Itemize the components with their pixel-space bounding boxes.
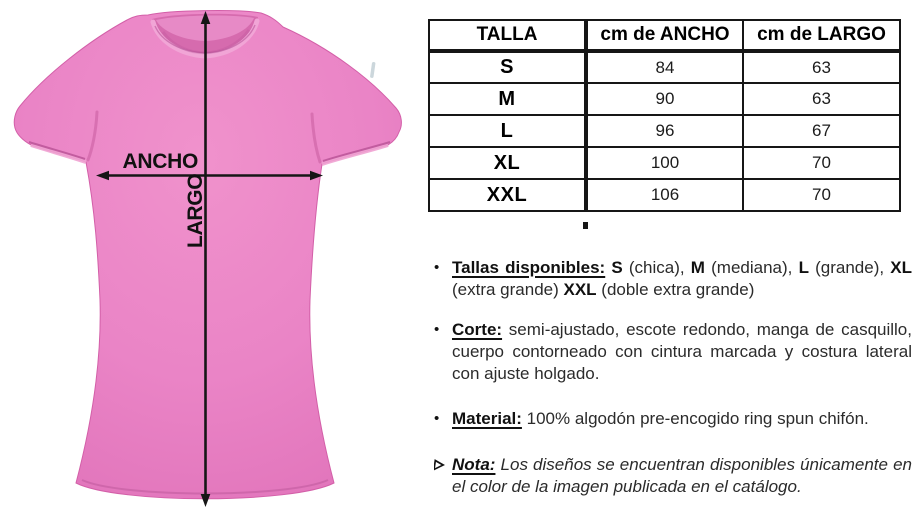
largo-cell: 63	[743, 83, 900, 115]
tshirt-graphic	[14, 11, 401, 499]
tshirt-figure	[0, 0, 430, 515]
tallas-text	[452, 257, 912, 301]
ancho-cell: 100	[586, 147, 743, 179]
table-row	[429, 51, 900, 83]
material-heading: Material:	[452, 409, 522, 428]
spec-item-material	[434, 408, 912, 430]
arrowhead-right-icon	[434, 454, 452, 498]
text-segment: S	[611, 258, 623, 277]
ancho-cell: 84	[586, 51, 743, 83]
ancho-cell: 106	[586, 179, 743, 211]
header-cm-ancho: cm de ANCHO	[586, 20, 743, 51]
size-table	[428, 19, 901, 212]
text-segment: XL	[890, 258, 912, 277]
table-row	[429, 115, 900, 147]
size-cell: L	[429, 115, 586, 147]
text-segment: semi-ajustado, escote redondo, manga de casquillo, cuerpo contorneado con cintura marcada y costura lateral con ajuste holgado.	[452, 320, 912, 383]
table-border-tick	[583, 222, 588, 229]
text-segment: 100% algodón pre-encogido ring spun chifón.	[521, 409, 869, 428]
text-segment: Los diseños se encuentran disponibles únicamente en el color de la imagen publicada en el catálogo.	[452, 455, 912, 496]
ancho-cell: 90	[586, 83, 743, 115]
text-segment: (grande),	[808, 258, 891, 277]
size-cell: XL	[429, 147, 586, 179]
table-row	[429, 83, 900, 115]
nota-text	[452, 454, 912, 498]
bullet-icon: •	[434, 410, 440, 427]
corte-text	[452, 319, 912, 385]
spec-list	[434, 257, 912, 498]
largo-cell: 63	[743, 51, 900, 83]
material-text	[452, 408, 912, 430]
spec-item-tallas	[434, 257, 912, 301]
nota-heading: Nota:	[452, 455, 496, 474]
size-cell: XXL	[429, 179, 586, 211]
ancho-label: ANCHO	[122, 150, 198, 173]
largo-label: LARGO	[184, 173, 207, 248]
text-segment: (chica),	[622, 258, 691, 277]
sleeve-logo-mark	[370, 62, 376, 78]
bullet-icon: •	[434, 259, 440, 276]
spec-item-corte	[434, 319, 912, 385]
largo-cell: 70	[743, 179, 900, 211]
bullet-icon: •	[434, 321, 440, 338]
largo-cell: 70	[743, 147, 900, 179]
text-segment: XXL	[563, 280, 597, 299]
text-segment: (mediana),	[704, 258, 799, 277]
corte-heading: Corte:	[452, 320, 503, 339]
size-table-header-row	[429, 20, 900, 51]
text-segment: (doble extra grande)	[596, 280, 755, 299]
text-segment: L	[798, 258, 809, 277]
size-cell: S	[429, 51, 586, 83]
text-segment: (extra grande)	[452, 280, 564, 299]
text-segment: M	[690, 258, 705, 277]
largo-cell: 67	[743, 115, 900, 147]
header-cm-largo: cm de LARGO	[743, 20, 900, 51]
header-talla: TALLA	[429, 20, 586, 51]
table-row	[429, 147, 900, 179]
size-cell: M	[429, 83, 586, 115]
table-row	[429, 179, 900, 211]
tallas-heading: Tallas disponibles:	[452, 258, 606, 277]
ancho-cell: 96	[586, 115, 743, 147]
spec-item-nota	[434, 454, 912, 498]
